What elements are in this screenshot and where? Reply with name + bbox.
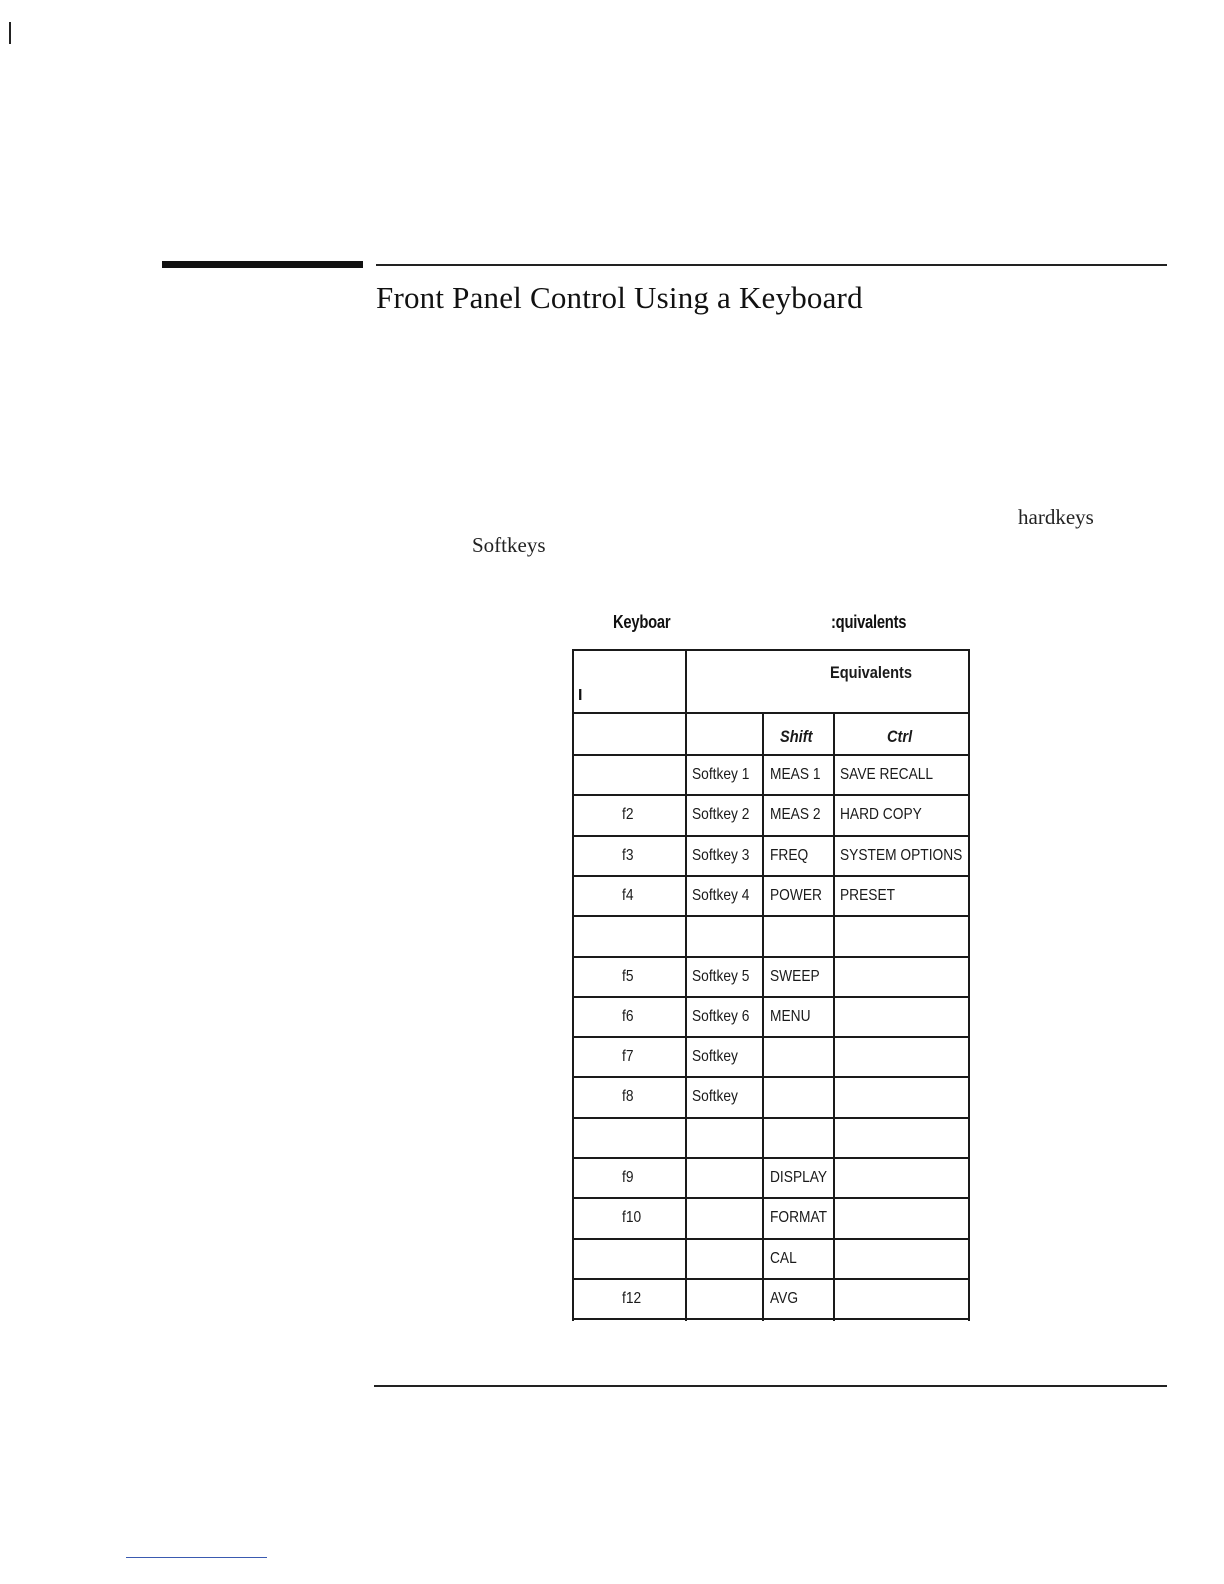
cell-ctrl: PRESET xyxy=(840,886,896,904)
header-mark: I xyxy=(578,687,583,704)
cell-key: f3 xyxy=(622,846,634,864)
keyboard-equivalents-table xyxy=(572,649,970,1321)
cell-shift: FORMAT xyxy=(770,1209,828,1227)
cell-key: f10 xyxy=(622,1209,642,1227)
cell-key: f9 xyxy=(622,1169,634,1186)
cell-shift: MENU xyxy=(770,1007,811,1025)
table-border-top xyxy=(572,649,970,651)
cell-shift: DISPLAY xyxy=(770,1169,828,1186)
cell-plain: Softkey 6 xyxy=(692,1007,750,1025)
cell-shift: AVG xyxy=(770,1289,799,1307)
cell-plain: Softkey 2 xyxy=(692,806,750,824)
footer-rule xyxy=(126,1557,267,1558)
cell-plain: Softkey 5 xyxy=(692,967,750,985)
cell-key: f8 xyxy=(622,1088,634,1106)
cell-plain: Softkey 3 xyxy=(692,846,750,864)
cell-shift: MEAS 2 xyxy=(770,806,821,824)
column-divider-shift xyxy=(833,713,835,1321)
cell-shift: FREQ xyxy=(770,846,809,864)
table-header-divider xyxy=(572,712,970,714)
cell-key: f2 xyxy=(622,806,634,824)
cell-shift: POWER xyxy=(770,886,822,904)
header-equivalents: Equivalents xyxy=(830,663,913,682)
cell-plain: Softkey 4 xyxy=(692,886,750,904)
text-fragment-hardkeys: hardkeys xyxy=(1018,505,1094,529)
cell-ctrl: HARD COPY xyxy=(840,806,922,824)
cell-shift: CAL xyxy=(770,1249,797,1267)
table-caption-right: :quivalents xyxy=(831,612,907,632)
column-header-ctrl: Ctrl xyxy=(887,727,913,746)
section-rule-thick xyxy=(162,261,363,268)
cell-key: f12 xyxy=(622,1289,642,1307)
section-rule-bottom xyxy=(374,1385,1167,1387)
table-border-right xyxy=(968,649,970,1321)
cell-plain: Softkey xyxy=(692,1048,738,1066)
cell-key: f6 xyxy=(622,1007,634,1025)
cell-key: f7 xyxy=(622,1048,634,1066)
column-header-shift: Shift xyxy=(780,727,813,746)
column-divider-plain xyxy=(762,713,764,1321)
scan-margin-mark xyxy=(9,22,11,44)
cell-key: f4 xyxy=(622,886,634,904)
column-divider-key xyxy=(685,649,687,1321)
cell-plain: Softkey 1 xyxy=(692,766,750,783)
cell-key: f5 xyxy=(622,967,634,985)
cell-ctrl: SAVE RECALL xyxy=(840,766,934,783)
table-border-left xyxy=(572,649,574,1321)
cell-ctrl: SYSTEM OPTIONS xyxy=(840,846,963,864)
cell-shift: MEAS 1 xyxy=(770,766,821,783)
table-caption-left: Keyboar xyxy=(613,612,671,632)
text-fragment-softkeys: Softkeys xyxy=(472,533,546,557)
cell-plain: Softkey xyxy=(692,1088,738,1106)
page-title: Front Panel Control Using a Keyboard xyxy=(376,280,863,315)
section-rule-top xyxy=(376,264,1167,266)
cell-shift: SWEEP xyxy=(770,967,820,985)
